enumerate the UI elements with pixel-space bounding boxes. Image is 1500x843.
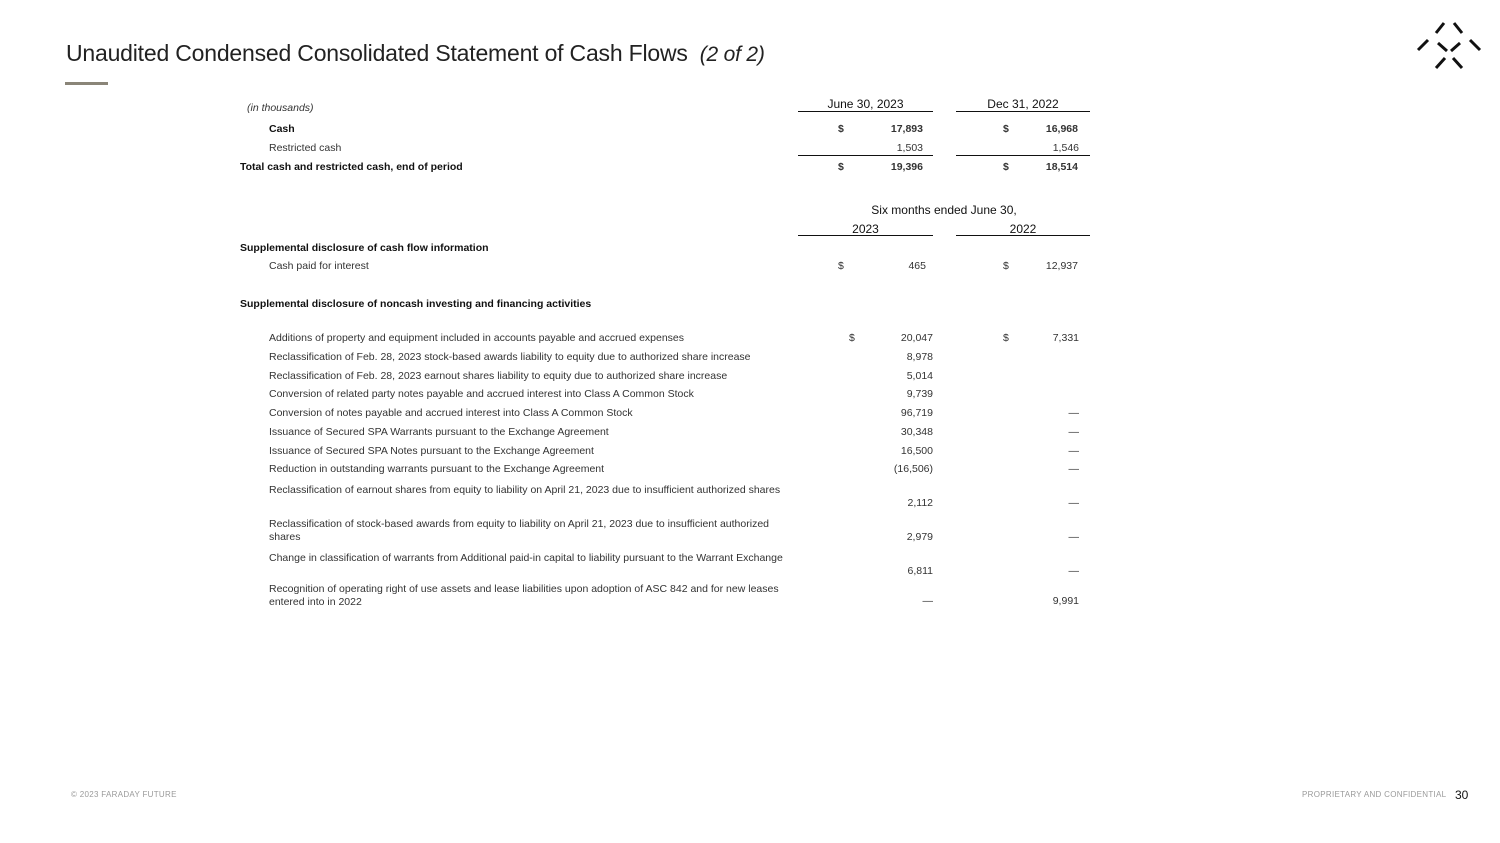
row-label-total-cash: Total cash and restricted cash, end of period	[240, 161, 463, 173]
row-label-cash-paid-interest: Cash paid for interest	[269, 260, 369, 272]
row-label: Conversion of related party notes payable and accrued interest into Class A Common Stock	[269, 388, 694, 400]
footer-confidential: PROPRIETARY AND CONFIDENTIAL	[1302, 790, 1447, 799]
currency-symbol: $	[849, 332, 855, 344]
col-header-2023: 2023	[852, 222, 879, 236]
period-header: Six months ended June 30,	[871, 203, 1017, 217]
value-cell: —	[1068, 407, 1079, 419]
value-cell: 96,719	[900, 407, 933, 419]
currency-symbol: $	[838, 161, 844, 173]
page-title-text: Unaudited Condensed Consolidated Statement of Cash Flows	[66, 40, 688, 66]
col-header-2022: 2022	[1009, 222, 1037, 236]
value-cell: 30,348	[900, 426, 933, 438]
currency-symbol: $	[838, 260, 844, 272]
header-rule	[798, 235, 933, 236]
value-cell: 465	[908, 260, 926, 272]
value-cell: 8,978	[906, 351, 933, 363]
col-header-dec-2022: Dec 31, 2022	[987, 97, 1059, 111]
page-title	[66, 40, 765, 67]
value-cell: —	[1068, 497, 1079, 509]
value-cell: —	[1068, 445, 1079, 457]
row-label: Issuance of Secured SPA Warrants pursuant to the Exchange Agreement	[269, 426, 609, 438]
row-label: Change in classification of warrants from Additional paid-in capital to liability pursuant to the Warrant Exchange	[269, 552, 783, 564]
value-cell: 6,811	[907, 565, 933, 577]
footer-copyright: © 2023 FARADAY FUTURE	[71, 790, 177, 799]
value-cell: 9,739	[906, 388, 933, 400]
currency-symbol: $	[1003, 332, 1009, 344]
value-cell: 20,047	[900, 332, 933, 344]
value-cell: 1,503	[896, 142, 923, 154]
currency-symbol: $	[1003, 161, 1009, 173]
section-heading-supp-cash: Supplemental disclosure of cash flow information	[240, 242, 489, 254]
value-cell: 16,968	[1045, 123, 1078, 135]
faraday-future-logo-icon	[1414, 18, 1484, 72]
currency-symbol: $	[1003, 123, 1009, 135]
row-label: Reclassification of stock-based awards from equity to liability on April 21, 2023 due to insufficient authorized shares	[269, 518, 769, 543]
title-underline	[65, 82, 108, 85]
value-cell: 5,014	[906, 370, 933, 382]
units-label: (in thousands)	[247, 102, 314, 114]
row-label: Recognition of operating right of use assets and lease liabilities upon adoption of ASC 842 and for new leases entered into in 2022	[269, 583, 779, 608]
value-cell: 16,500	[900, 445, 933, 457]
value-cell: 18,514	[1045, 161, 1078, 173]
row-label: Reclassification of Feb. 28, 2023 stock-based awards liability to equity due to authorized share increase	[269, 351, 751, 363]
value-cell: —	[1068, 426, 1079, 438]
value-cell: —	[1068, 565, 1079, 577]
value-cell: 1,546	[1052, 142, 1079, 154]
row-label-restricted-cash: Restricted cash	[269, 142, 342, 154]
page-number: 30	[1455, 788, 1469, 802]
row-label: Reclassification of Feb. 28, 2023 earnout shares liability to equity due to authorized share increase	[269, 370, 728, 382]
subtotal-rule	[798, 155, 933, 156]
row-label: Reclassification of earnout shares from equity to liability on April 21, 2023 due to insufficient authorized shares	[269, 484, 781, 496]
page-title-suffix: (2 of 2)	[699, 43, 765, 66]
value-cell: 2,112	[907, 497, 933, 509]
value-cell: 19,396	[890, 161, 923, 173]
value-cell: 7,331	[1052, 332, 1079, 344]
row-label: Conversion of notes payable and accrued interest into Class A Common Stock	[269, 407, 633, 419]
row-label: Reduction in outstanding warrants pursuant to the Exchange Agreement	[269, 463, 605, 475]
value-cell: (16,506)	[893, 463, 933, 475]
row-label: Issuance of Secured SPA Notes pursuant to the Exchange Agreement	[269, 445, 594, 457]
header-rule	[956, 111, 1090, 112]
value-cell: 17,893	[890, 123, 923, 135]
subtotal-rule	[956, 155, 1090, 156]
currency-symbol: $	[838, 123, 844, 135]
section-heading-supp-noncash: Supplemental disclosure of noncash investing and financing activities	[240, 298, 592, 310]
header-rule	[798, 111, 933, 112]
row-label-cash: Cash	[269, 123, 295, 135]
value-cell: —	[1068, 531, 1079, 543]
value-cell: 9,991	[1052, 595, 1079, 607]
col-header-june-2023: June 30, 2023	[827, 97, 904, 111]
value-cell: 2,979	[906, 531, 933, 543]
header-rule	[956, 235, 1090, 236]
row-label: Additions of property and equipment included in accounts payable and accrued expenses	[269, 332, 685, 344]
value-cell: —	[922, 595, 933, 607]
value-cell: 12,937	[1045, 260, 1078, 272]
value-cell: —	[1068, 463, 1079, 475]
currency-symbol: $	[1003, 260, 1009, 272]
